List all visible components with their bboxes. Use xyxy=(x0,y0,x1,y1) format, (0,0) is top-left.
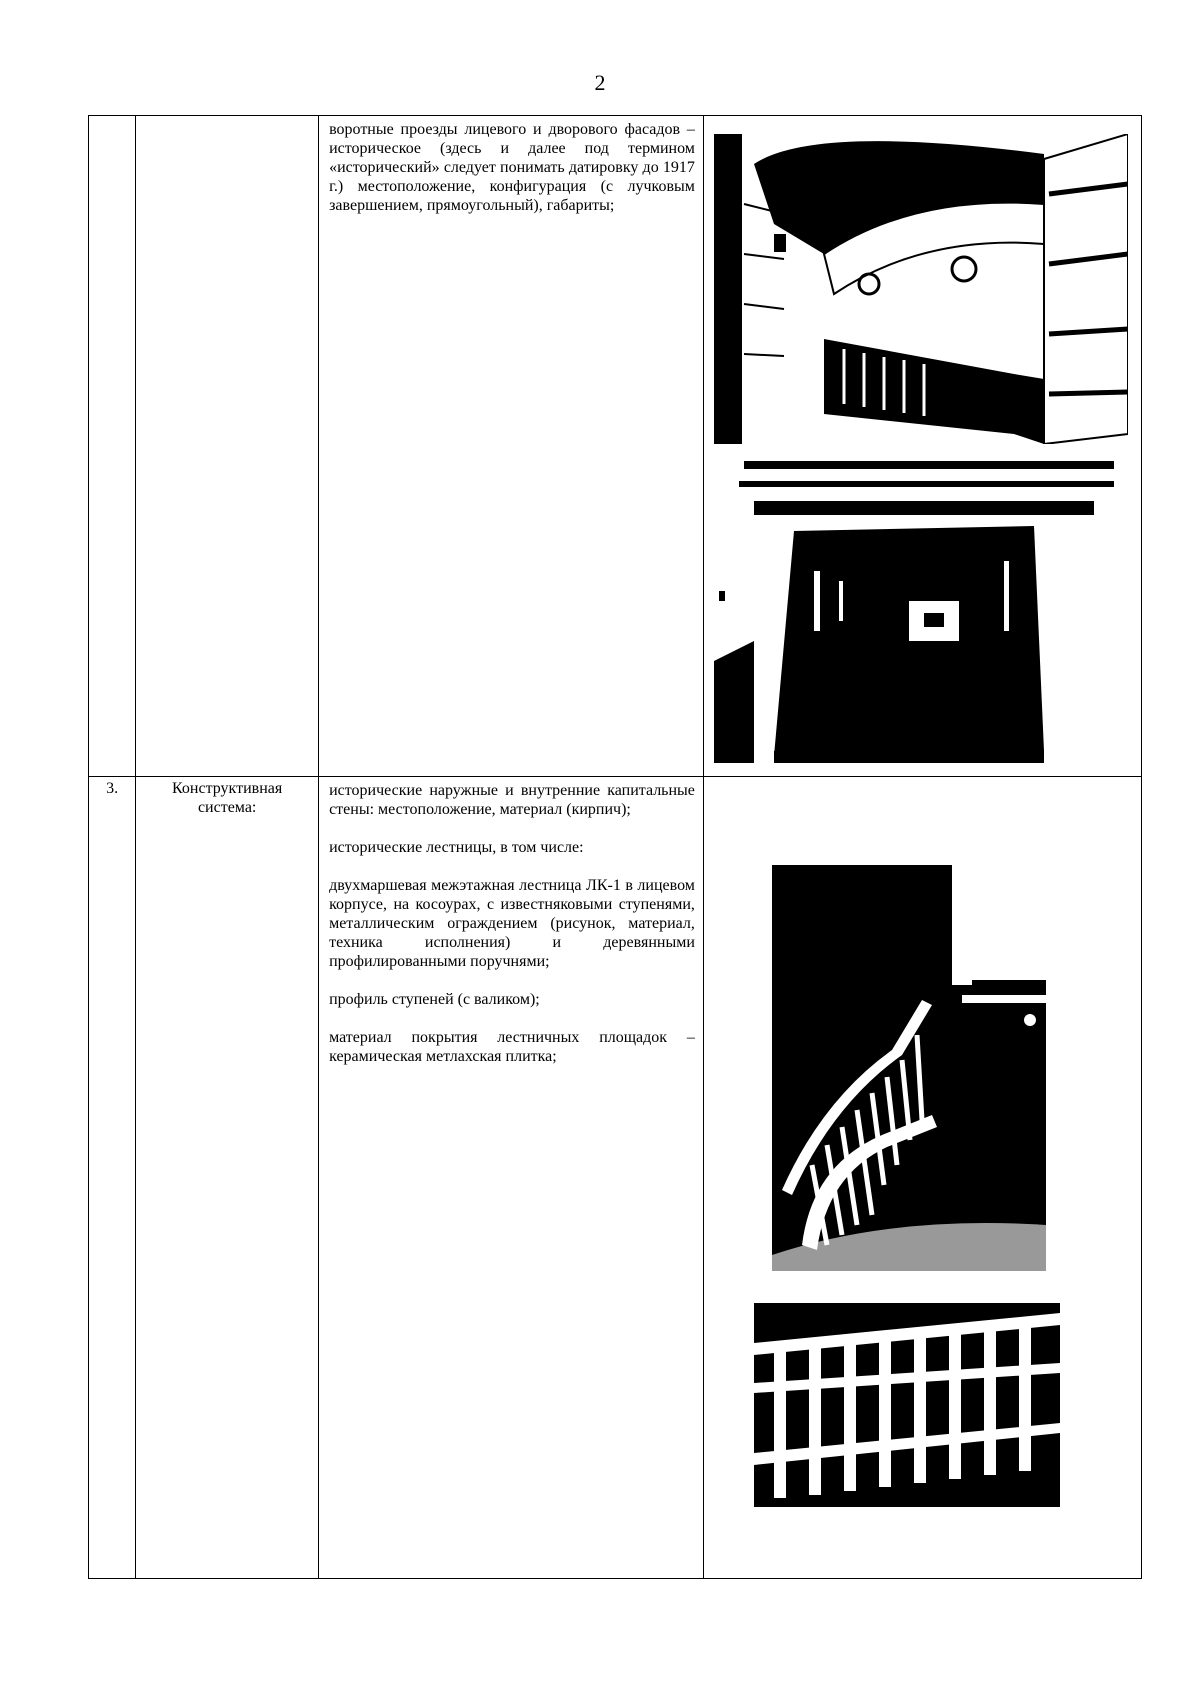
table-row xyxy=(89,777,1142,1579)
description-paragraph: двухмаршевая межэтажная лестница ЛК-1 в лицевом корпусе, на косоурах, с известняковыми ступенями, металлическим ограждением (рисунок, материал, техника исполнения) и деревянными профилированными поручнями; xyxy=(329,877,695,970)
row-number: 3. xyxy=(89,777,136,1579)
staircase-photo xyxy=(772,865,1046,1277)
row-name: Конструктивная система: xyxy=(136,777,319,1579)
description-paragraph: материал покрытия лестничных площадок – керамическая метлахская плитка; xyxy=(329,1029,695,1065)
gate-passage-photo xyxy=(714,461,1114,763)
row-images xyxy=(703,777,1141,1579)
row-description xyxy=(319,116,704,777)
description-paragraph: воротные проезды лицевого и дворового фасадов – историческое (здесь и далее под термином «исторический» следует понимать датировку до 1917 г.) местоположение, конфигурация (с лучковым завершением, прямоугольный), габариты; xyxy=(329,121,695,214)
description-paragraph: исторические лестницы, в том числе: xyxy=(329,839,584,856)
railing-photo xyxy=(754,1303,1060,1507)
page-number: 2 xyxy=(594,70,606,95)
archway-courtyard-photo xyxy=(714,134,1128,444)
row-description xyxy=(319,777,704,1579)
description-paragraph: исторические наружные и внутренние капитальные стены: местоположение, материал (кирпич); xyxy=(329,782,695,818)
row-images xyxy=(703,116,1141,777)
table-row xyxy=(89,116,1142,777)
row-number xyxy=(89,116,136,777)
description-paragraph: профиль ступеней (с валиком); xyxy=(329,991,540,1008)
row-name xyxy=(136,116,319,777)
monument-subject-table xyxy=(88,115,1142,1579)
